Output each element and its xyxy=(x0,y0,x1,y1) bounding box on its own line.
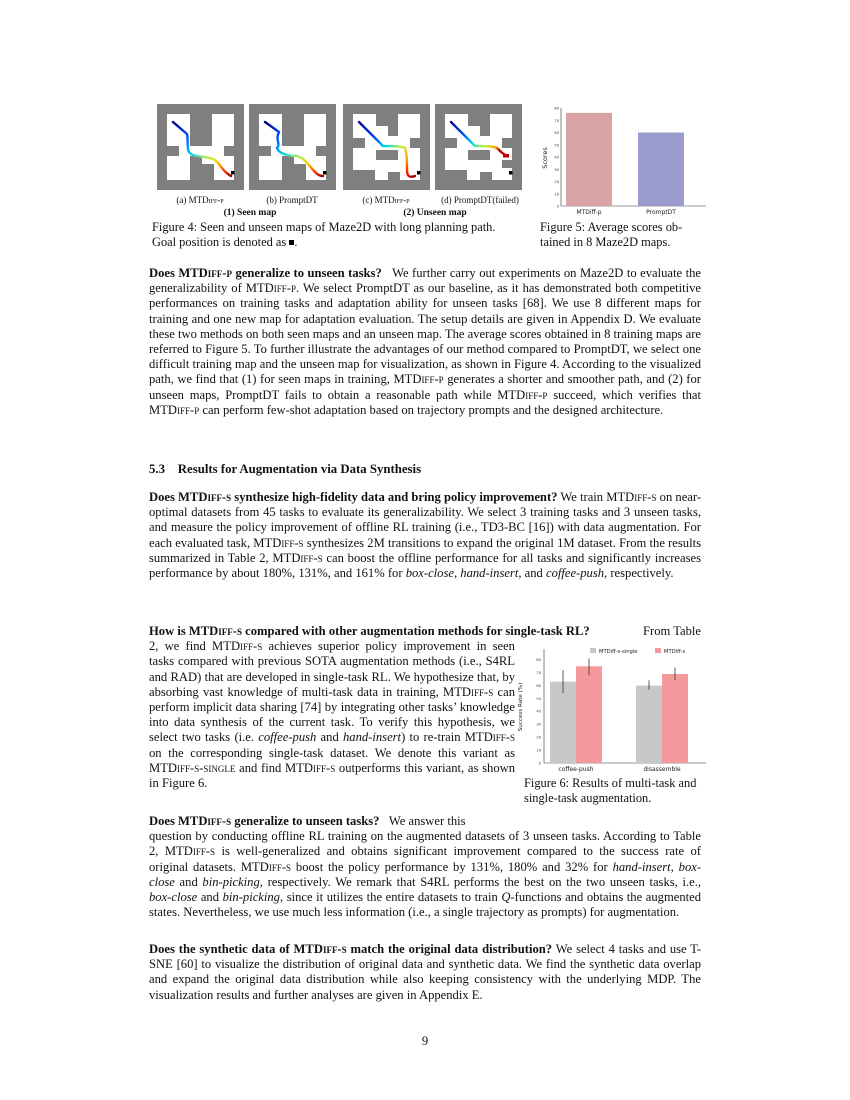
svg-text:50: 50 xyxy=(554,143,559,148)
svg-text:40: 40 xyxy=(554,155,559,160)
bar-disassemble-single xyxy=(636,686,662,763)
paragraph-mtdiff-p-generalize: Does MTDiff-p generalize to unseen tasks? We further carry out experiments on Maze2D to evaluate the generalizability of MTDiff-p. We select PromptDT as our baseline, as it has demonstrated both competitive performances on training tasks and adaptation ability for unseen tasks [68]. We use 8 different maps for training and one new map for adaptation evaluation. The setup details are given in Appendix D. We evaluate these two methods on both seen maps and an unseen map. The average scores obtained in 8 training maps are referred to Figure 5. To further illustrate the advantages of our method compared to PromptDT, we select one difficult training map and the unseen map for visualization, as shown in Figure 4. According to the visualized path, we find that (1) for seen maps in training, MTDiff-p generates a shorter and smoother path, and (2) for unseen maps, PromptDT fails to obtain a reasonable path while MTDiff-p succeed, which verifies that MTDiff-p can perform few-shot adaptation based on trajectory prompts and the designed architecture. xyxy=(149,266,702,417)
svg-text:60: 60 xyxy=(536,683,541,688)
maze-panel-b xyxy=(249,104,336,190)
svg-text:70: 70 xyxy=(554,118,559,123)
svg-text:50: 50 xyxy=(536,696,541,701)
svg-text:20: 20 xyxy=(536,735,541,740)
svg-text:PromptDT: PromptDT xyxy=(646,209,676,216)
subcaption-b: (b) PromptDT xyxy=(266,195,318,205)
bar-disassemble-mtdiff-s xyxy=(662,674,688,763)
svg-text:10: 10 xyxy=(536,748,541,753)
svg-text:disassemble: disassemble xyxy=(643,766,681,773)
paragraph-synthetic-distribution: Does the synthetic data of MTDiff-s match the original data distribution? We select 4 tasks and use T-SNE [60] to visualize the distribution of original data and synthetic data. We find the synthetic data overlap and expand the original data distribution while also keeping consistency with the underlying MDP. The visualization results and further analyses are given in Appendix E. xyxy=(149,942,702,1002)
bar-coffee-push-single xyxy=(550,682,576,763)
svg-text:Success Rate (%): Success Rate (%) xyxy=(518,682,524,732)
legend-swatch-single xyxy=(590,648,596,653)
svg-text:0: 0 xyxy=(538,761,541,766)
svg-text:coffee-push: coffee-push xyxy=(558,766,594,773)
subcaption-a: (a) MTDiff-p xyxy=(176,195,224,205)
svg-text:80: 80 xyxy=(554,106,559,111)
bar-chart-average-scores xyxy=(540,100,710,220)
group-label-seen: (1) Seen map xyxy=(223,208,277,218)
paragraph-single-task-comparison: How is MTDiff-s compared with other augmentation methods for single-task RL? From Table 2, we find MTDiff-s achieves superior policy improvement in seen tasks compared with previous SOTA augmentation methods (i.e., S4RL and RAD) that are developed in single-task RL. We hypothesize that, by absorbing vast knowledge of multi-task data in training, MTDiff-s can perform implicit data sharing [74] by integrating other tasks’ knowledge into data synthesis of the current task. To verify this hypothesis, we select two tasks (i.e. coffee-push and hand-insert) to re-train MTDiff-s on the corresponding single-task dataset. We denote this variant as MTDiff-s-single and find MTDiff-s outperforms this variant, as shown in Figure 6. xyxy=(149,624,701,791)
svg-text:60: 60 xyxy=(554,131,559,135)
subcaption-c: (c) MTDiff-p xyxy=(362,195,410,205)
bar-promptdt xyxy=(638,133,684,207)
svg-text:0: 0 xyxy=(556,204,559,209)
svg-text:10: 10 xyxy=(554,192,559,197)
svg-text:MTDiff-p: MTDiff-p xyxy=(576,209,602,216)
svg-text:Scores: Scores xyxy=(541,147,549,169)
legend-swatch-mtdiff-s xyxy=(655,648,661,653)
svg-text:30: 30 xyxy=(554,167,559,172)
maze-unseen-path-promptdt-failed-icon xyxy=(435,104,522,190)
maze-panel-a xyxy=(157,104,244,190)
figure-5-caption: Figure 5: Average scores ob- tained in 8 Maze2D maps. xyxy=(540,220,683,249)
svg-text:40: 40 xyxy=(536,709,541,714)
svg-text:MTDiff-s: MTDiff-s xyxy=(664,648,686,655)
bar-mtdiff-p xyxy=(566,113,612,206)
figure-6-chart xyxy=(510,643,710,777)
section-heading: 5.3 Results for Augmentation via Data Synthesis xyxy=(149,462,422,476)
svg-text:80: 80 xyxy=(536,658,541,663)
paragraph-mtdiff-s-fidelity: Does MTDiff-s synthesize high-fidelity data and bring policy improvement? We train MTDiff-s on near-optimal datasets from 45 tasks to evaluate its generalizability. We select 3 training tasks and 3 unseen tasks, and measure the policy improvement of offline RL training (i.e., TD3-BC [16]) with data augmentation. For each evaluated task, MTDiff-s synthesizes 2M transitions to expand the original 1M dataset. From the results summarized in Table 2, MTDiff-s can boost the offline performance for all tasks and significantly increases performance by about 180%, 131%, and 161% for box-close, hand-insert, and coffee-push, respectively. xyxy=(149,490,702,581)
svg-text:20: 20 xyxy=(554,180,559,184)
group-label-unseen: (2) Unseen map xyxy=(403,208,467,218)
figure-6-caption: Figure 6: Results of multi-task and single-task augmentation. xyxy=(524,776,697,805)
maze-panel-c xyxy=(343,104,430,190)
goal-marker-icon xyxy=(289,240,294,245)
grouped-bar-chart-success-rate xyxy=(510,643,710,773)
figure-4-caption: Figure 4: Seen and unseen maps of Maze2D with long planning path. Goal position is denoted as . xyxy=(152,220,496,249)
subcaption-d: (d) PromptDT(failed) xyxy=(441,195,519,205)
svg-text:30: 30 xyxy=(536,722,541,727)
maze-seen-path-promptdt-icon xyxy=(249,104,336,190)
maze-unseen-path-mtdiff-icon xyxy=(343,104,430,190)
svg-text:MTDiff-s-single: MTDiff-s-single xyxy=(599,648,638,655)
bar-coffee-push-mtdiff-s xyxy=(576,666,602,763)
page-number: 9 xyxy=(421,1034,429,1048)
svg-text:70: 70 xyxy=(536,671,541,675)
maze-panel-d xyxy=(435,104,522,190)
paragraph-mtdiff-s-generalize: Does MTDiff-s generalize to unseen tasks? We answer this question by conducting offline RL training on the augmented datasets of 3 unseen tasks. According to Table 2, MTDiff-s is well-generalized and obtains significant improvement compared to the success rate of original datasets. MTDiff-s boost the policy performance by 131%, 180% and 32% for hand-insert, box-close and bin-picking, respectively. We remark that S4RL performs the best on the two unseen tasks, i.e., box-close and bin-picking, since it utilizes the entire datasets to train Q-functions and obtains the augmented states. Nevertheless, we use much less information (i.e., a single trajectory as prompts) for augmentation. xyxy=(149,814,702,920)
figure-5-chart xyxy=(540,100,710,224)
maze-seen-path-mtdiff-icon xyxy=(157,104,244,190)
